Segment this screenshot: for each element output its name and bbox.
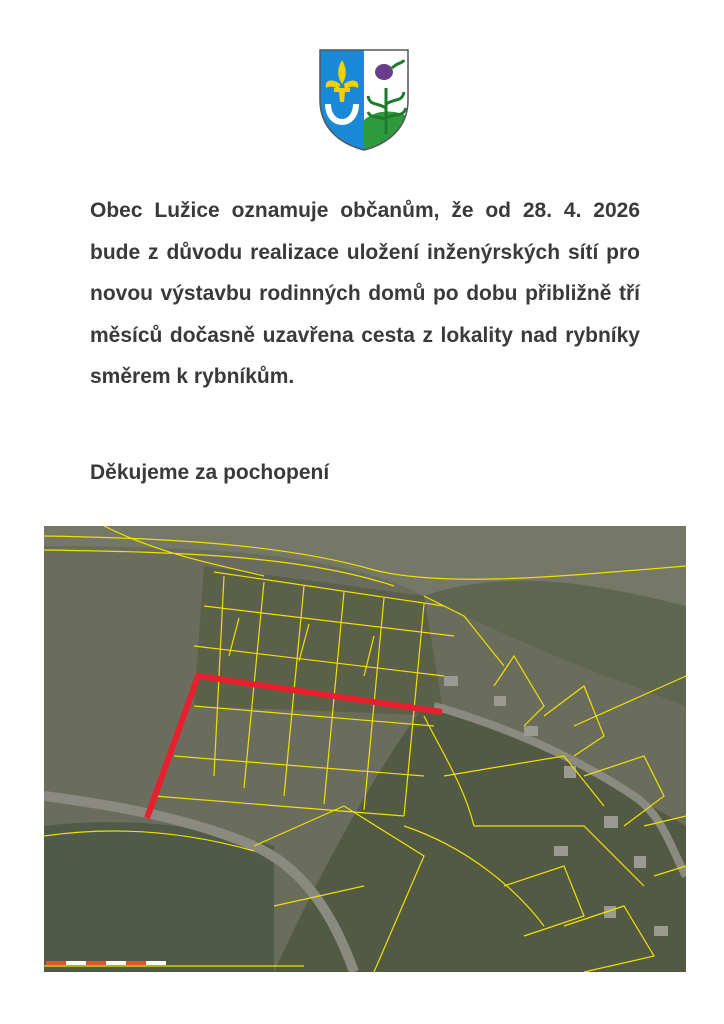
notice-text: Obec Lužice oznamuje občanům, že od 28. 4. 2026 bude z důvodu realizace uložení inženýrských sítí pro novou výstavbu rodinných domů po dobu přibližně tří měsíců dočasně uzavřena cesta z lokality nad rybníky směrem k rybníkům. <box>90 199 640 388</box>
aerial-cadastral-map <box>44 526 686 972</box>
municipal-coat-of-arms-icon <box>318 48 410 152</box>
thanks-text: Děkujeme za pochopení <box>90 461 330 484</box>
